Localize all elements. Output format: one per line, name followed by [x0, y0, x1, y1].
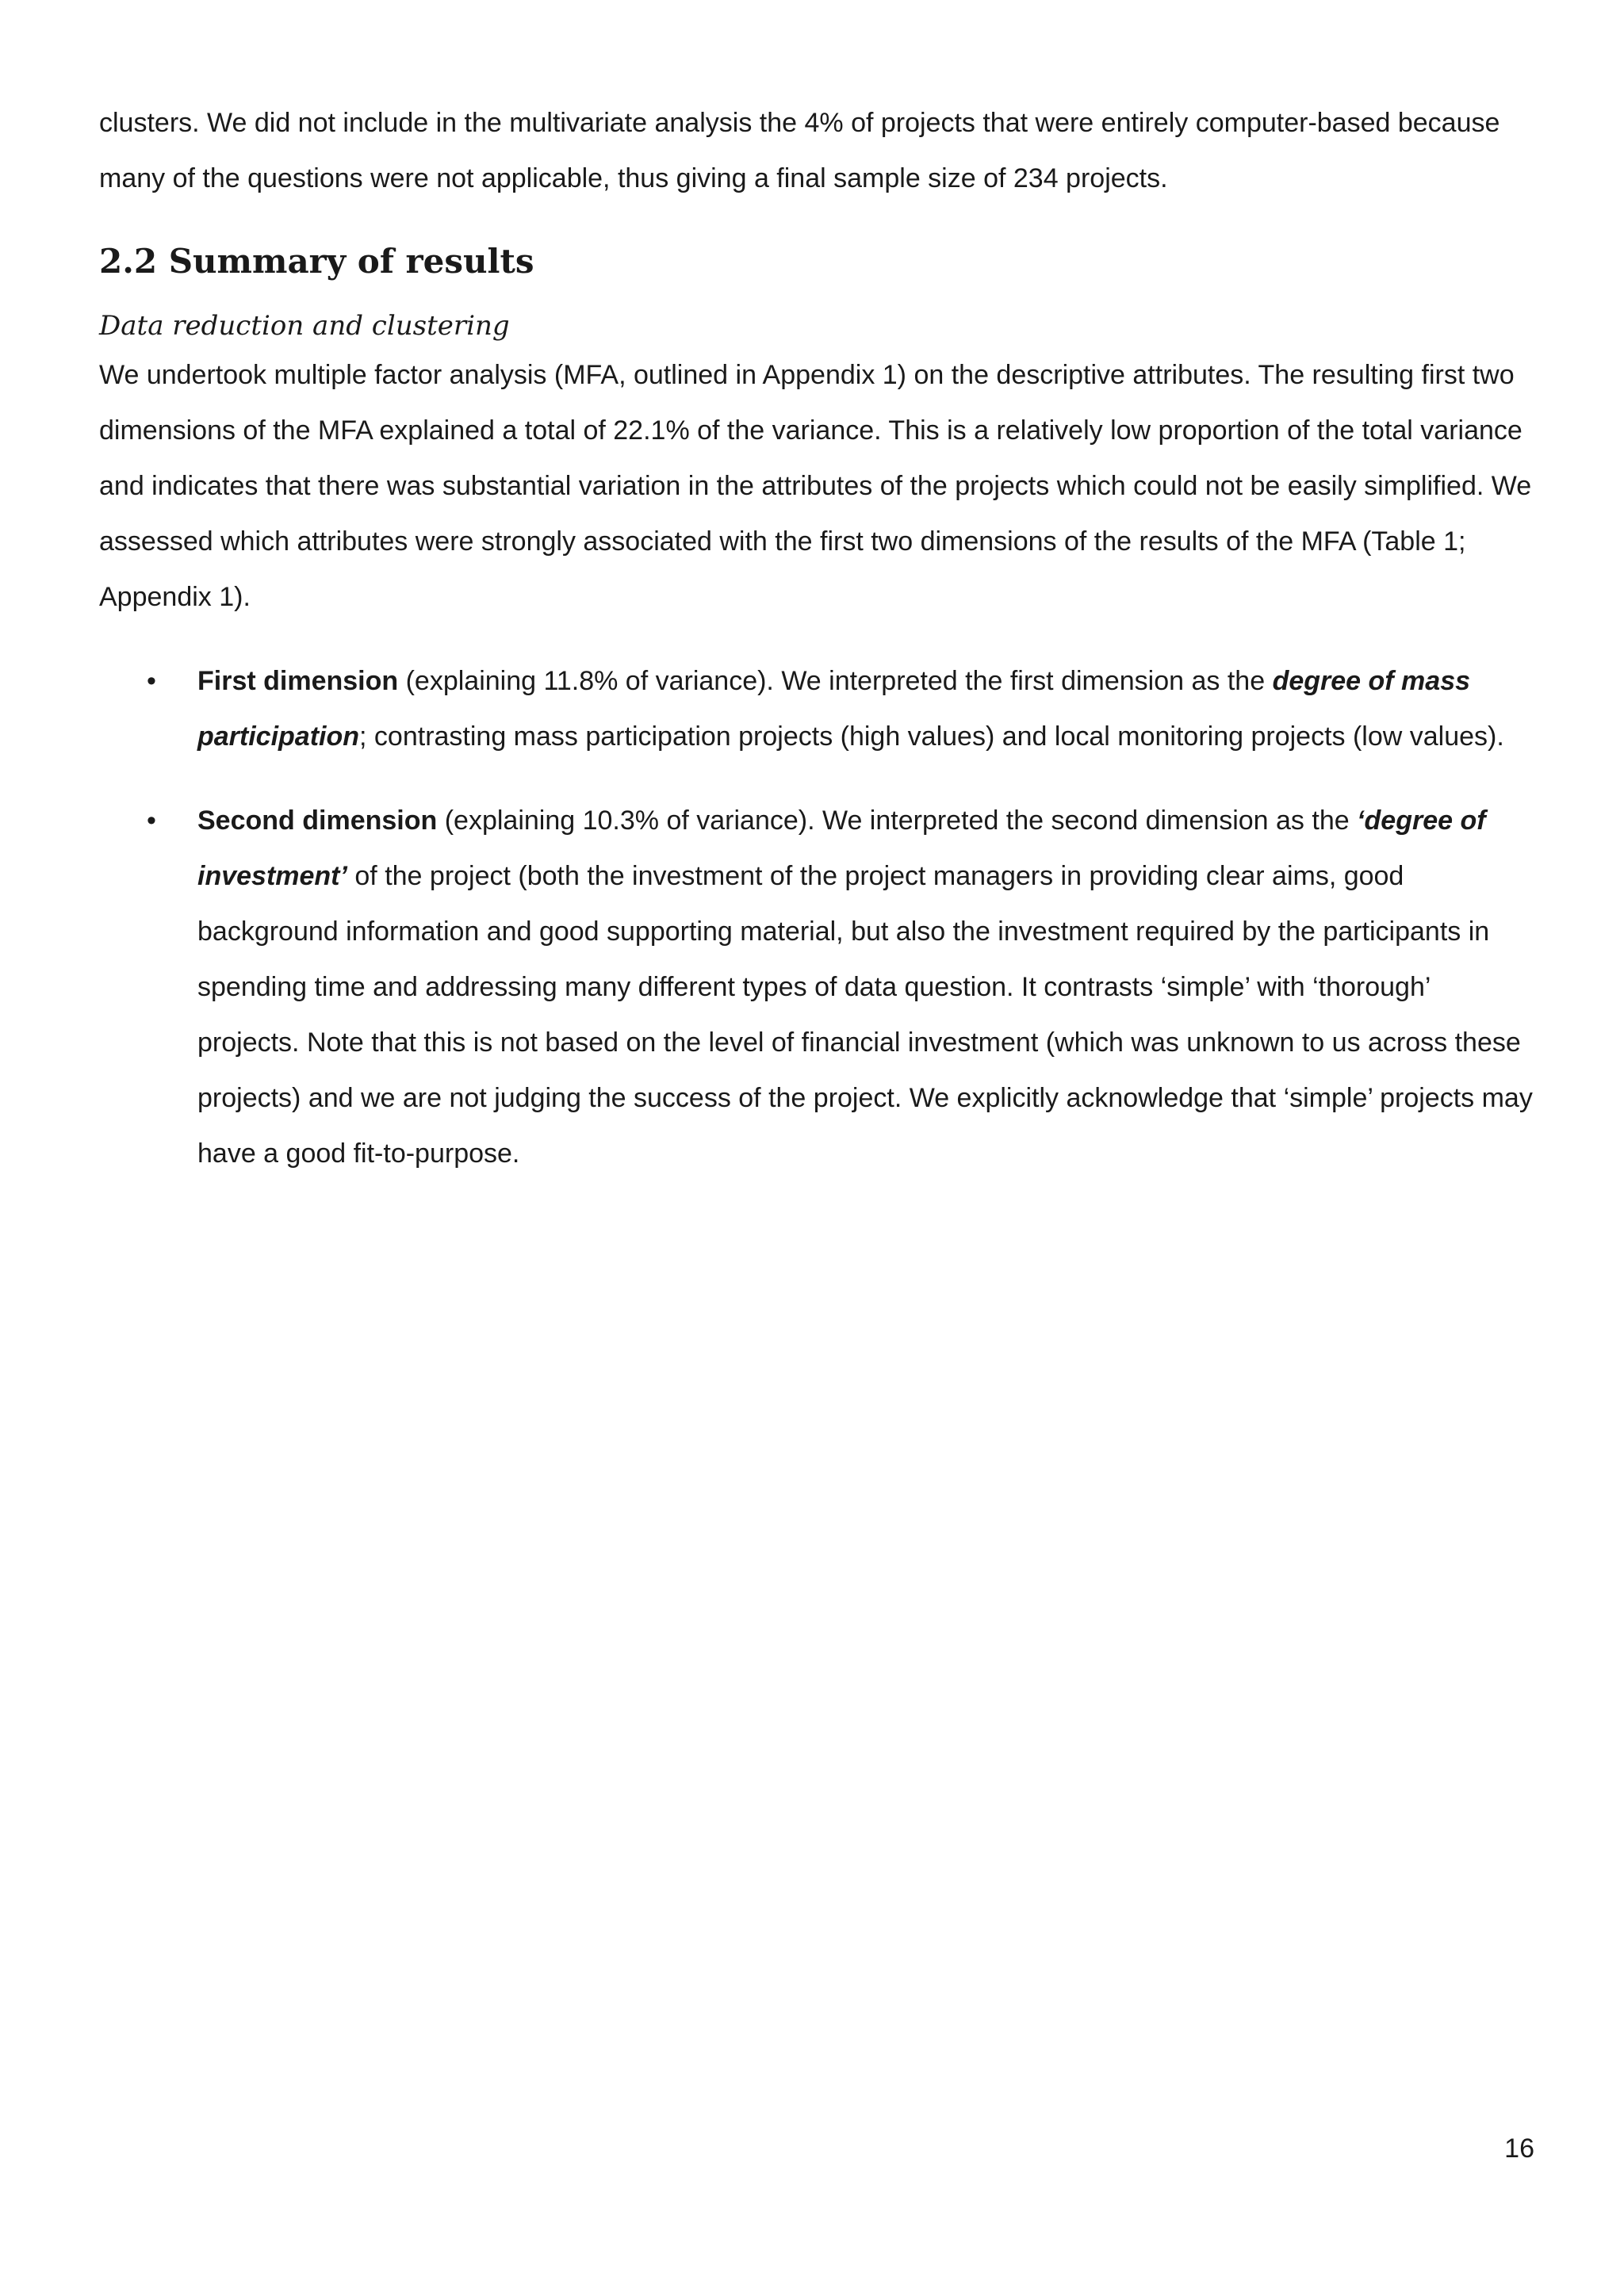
section-heading: 2.2 Summary of results — [99, 242, 534, 281]
bullet-item-first-dimension — [99, 653, 1534, 764]
bullet-text: of the project (both the investment of the project managers in providing clear aims, good background information and good supporting material, but also the investment required by the participants in spending time and addressing many different types of data question. It contrasts ‘simple’ with ‘thorough’ projects. Note that this is not based on the level of financial investment (which was unknown to us across these projects) and we are not judging the success of the project. We explicitly acknowledge that ‘simple’ projects may have a good fit-to-purpose. — [197, 861, 1533, 1169]
bullet-icon: • — [147, 666, 156, 696]
bullet-emphasis: degree of mass participation — [197, 666, 1471, 752]
bullet-lead: First dimension — [197, 666, 399, 696]
page-number: 16 — [1504, 2133, 1534, 2164]
document-page — [99, 95, 1534, 1210]
intro-paragraph: clusters. We did not include in the multivariate analysis the 4% of projects that were entirely computer-based because many of the questions were not applicable, thus giving a final sample size of 234 projects. — [99, 108, 1500, 193]
body-paragraph: We undertook multiple factor analysis (MFA, outlined in Appendix 1) on the descriptive attributes. The resulting first two dimensions of the MFA explained a total of 22.1% of the variance. This is a relatively low proportion of the total variance and indicates that there was substantial variation in the attributes of the projects which could not be easily simplified. We assessed which attributes were strongly associated with the first two dimensions of the results of the MFA (Table 1; Appendix 1). — [99, 360, 1532, 612]
bullet-lead: Second dimension — [197, 806, 438, 836]
bullet-icon: • — [147, 806, 156, 836]
bullet-item-second-dimension — [99, 793, 1534, 1181]
bullet-list — [99, 653, 1534, 1181]
bullet-text: (explaining 10.3% of variance). We interpreted the second dimension as the — [437, 806, 1358, 836]
bullet-text: ; contrasting mass participation projects (high values) and local monitoring projects (low values). — [359, 721, 1504, 752]
section-subheading: Data reduction and clustering — [99, 310, 510, 342]
bullet-emphasis: ‘degree of investment’ — [197, 806, 1486, 891]
bullet-text: (explaining 11.8% of variance). We interpreted the first dimension as the — [398, 666, 1273, 696]
